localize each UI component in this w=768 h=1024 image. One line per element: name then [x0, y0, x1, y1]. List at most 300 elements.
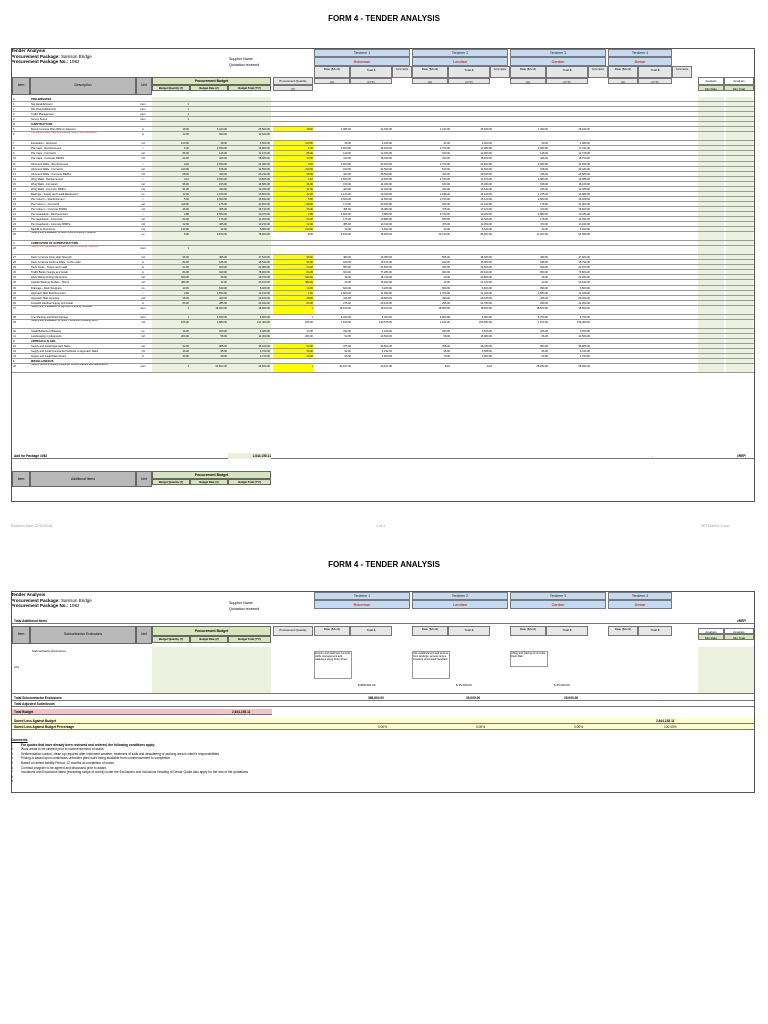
row-t1: 14,560.00	[380, 197, 392, 201]
row-t4	[648, 117, 688, 121]
row-gq: 480.00	[152, 280, 190, 284]
row-r3: 28,062.00	[536, 365, 548, 369]
row-item: E	[13, 360, 15, 364]
meta-title-2: Tender Analysis	[11, 592, 46, 597]
p2-tender-1-name: Roberson	[314, 600, 410, 609]
row-unit: m	[141, 133, 145, 137]
row-r1: 18,100.00	[339, 306, 351, 310]
row-gq: 1	[152, 102, 190, 106]
row-desc: Site Disestablishment	[31, 108, 56, 112]
row-analysis	[726, 107, 753, 111]
row-desc: Supply and Installation of Lighting Including Conduits	[31, 305, 92, 308]
row-r4	[610, 334, 646, 338]
row-gr: 385.00	[190, 344, 228, 348]
row-item: 35	[13, 296, 16, 300]
row-r1	[315, 117, 351, 121]
row-r2	[414, 112, 450, 116]
row-desc: Abutment Walls - Concrete 40MPa	[31, 172, 71, 176]
row-analysis	[726, 97, 753, 101]
row-desc: Landscaping to Abutments	[31, 334, 62, 338]
row-analysis	[698, 172, 724, 176]
row-t1: 23,920.00	[380, 162, 392, 166]
row-pq	[273, 117, 313, 121]
row-analysis	[698, 364, 724, 372]
row-t1: 18,100.00	[380, 306, 392, 310]
row-gt: 13,800.00	[228, 192, 271, 196]
row-item: 23	[13, 223, 16, 227]
row-gt	[228, 107, 271, 111]
row-r1: 20,917.00	[339, 365, 351, 369]
row-r4	[610, 270, 646, 274]
row-t2: 15,120.00	[480, 197, 492, 201]
row-r3: 96.00	[541, 349, 548, 353]
row-t4	[648, 207, 688, 211]
row-item: C	[13, 242, 15, 246]
row-r2: 10,740.00	[438, 233, 450, 237]
row-gr: 465.00	[190, 207, 228, 211]
row-t1	[352, 122, 392, 126]
row-r4	[610, 232, 646, 240]
row-analysis	[698, 275, 724, 279]
row-r4	[610, 246, 646, 254]
row-item: 28	[13, 261, 16, 265]
header-total-2: Total $	[448, 66, 490, 78]
row-pq: 1	[311, 315, 313, 319]
row-r2	[414, 107, 450, 111]
row-analysis	[726, 222, 753, 226]
row-pq: 84.00	[273, 270, 313, 274]
row-t3: 33,180.00	[578, 167, 590, 171]
row-t1	[352, 112, 392, 116]
row-t2: 33,600.00	[480, 167, 492, 171]
row-t3	[550, 132, 590, 140]
row-analysis	[698, 246, 724, 254]
row-item: 3	[13, 113, 15, 117]
row-r1: 480.00	[343, 256, 351, 260]
row-t1: 78,960.00	[380, 233, 392, 237]
row-desc: MISCELLANEOUS	[31, 360, 54, 364]
row-r1: 1,385.00	[340, 128, 351, 132]
comment-text: Sedimentation control, clean up required after inclement weather, treatment of soils and dewatering of working area is client's responsibilities	[21, 751, 219, 756]
p2-tender-2-label: Tenderer 2	[412, 592, 508, 600]
row-analysis	[726, 260, 753, 264]
header-comments-2: Comments	[490, 66, 510, 78]
row-item: 24	[13, 228, 16, 232]
row-item: 42	[13, 344, 16, 348]
row-gq: 92.00	[152, 344, 190, 348]
row-item: 40	[13, 329, 16, 333]
row-analysis	[698, 182, 724, 186]
row-analysis	[726, 339, 753, 343]
row-r1: 375.00	[343, 344, 351, 348]
row-r4	[610, 275, 646, 279]
row-unit: m	[141, 266, 145, 270]
row-gq: 210.00	[152, 167, 190, 171]
row-unit: m3	[141, 296, 145, 300]
row-desc: Abutment Walls - Reinforcement	[31, 162, 69, 166]
row-analysis	[698, 222, 724, 226]
row-analysis	[726, 291, 753, 295]
row-r1: 920.00	[343, 271, 351, 275]
row-item: 43	[13, 349, 16, 353]
row-desc: Supply and Install Approach Slabs	[31, 344, 71, 348]
row-analysis	[698, 212, 724, 216]
row-r1: 6,400.00	[340, 315, 351, 319]
row-gt: 12,190.00	[228, 291, 271, 295]
meta-title: Tender Analysis	[11, 48, 46, 53]
row-r3: 930.00	[540, 266, 548, 270]
row-gq: 44.00	[152, 156, 190, 160]
row-desc: Deck Joints - Supply and Install	[31, 266, 68, 270]
comment-item: 7 Inclusions and Exclusions listed (excluding scope of works) under the Exclusions and Inclusions Heading of Dewar Quote also apply for the rest of the quotations	[11, 770, 248, 775]
row-analysis	[726, 255, 753, 259]
row-r2: 41.00	[443, 142, 450, 146]
row-t4	[648, 364, 688, 372]
row-r2: 40.00	[443, 276, 450, 280]
row-r4	[610, 227, 646, 231]
row-item: 20	[13, 207, 16, 211]
row-r4	[610, 349, 646, 353]
row-r3: 178.00	[540, 218, 548, 222]
row-r2: 430.00	[442, 296, 450, 300]
row-gt: 18,400.00	[228, 306, 271, 314]
package-total-ref: #REF!	[737, 454, 747, 458]
row-analysis	[698, 344, 724, 348]
row-analysis	[698, 202, 724, 206]
row-gr: 38.00	[190, 275, 228, 279]
row-t4	[648, 296, 688, 300]
add-header-budget-rate: Budget Rate (Z)	[190, 479, 228, 485]
row-r1	[315, 241, 351, 245]
row-t1: 4,320.00	[381, 142, 392, 146]
row-r4	[610, 359, 646, 363]
row-item: 13	[13, 172, 16, 176]
row-gt: 2,720.00	[228, 354, 271, 358]
row-unit: m	[141, 301, 145, 305]
header-a-3: (A)	[510, 78, 546, 84]
row-gr: 155.00	[190, 167, 228, 171]
row-t3	[550, 117, 590, 121]
row-gr: 920.00	[190, 265, 228, 269]
row-analysis	[726, 275, 753, 279]
row-gt: 35,420.00	[228, 344, 271, 348]
row-t3: 6,020.00	[579, 228, 590, 232]
row-gr: 430.00	[190, 187, 228, 191]
row-desc: Supply and Installation of Cast In Items Including Transport	[31, 246, 99, 249]
row-t1: 4,232.00	[381, 349, 392, 353]
row-r2: 1,440.00	[439, 128, 450, 132]
row-analysis	[698, 102, 724, 106]
p2-header-procurement-budget: Procurement Budget	[152, 626, 271, 636]
row-gq: 4.10	[152, 177, 190, 181]
row-item: 5	[13, 128, 15, 132]
row-r3	[512, 339, 548, 343]
row-t4	[648, 270, 688, 274]
footer-page-number: 1 of 4	[376, 524, 385, 528]
row-r1: 2,600.00	[340, 147, 351, 151]
row-pq: 520.00	[273, 275, 313, 279]
row-analysis	[726, 102, 753, 106]
row-r1: 620.00	[343, 286, 351, 290]
saved-pct-1: 0.00%	[378, 725, 388, 729]
row-t4	[648, 97, 688, 101]
row-analysis	[726, 296, 753, 300]
row-unit: m2	[141, 202, 145, 206]
row-pq: 68.00	[273, 172, 313, 176]
comment-item: 2 Work areas to be cleared prior to commencement of works	[11, 747, 104, 752]
row-unit	[136, 122, 150, 126]
row-analysis	[726, 349, 753, 353]
row-unit	[136, 241, 150, 245]
row-pq	[273, 97, 313, 101]
row-r4	[610, 192, 646, 196]
header-total-4: Total $	[638, 66, 672, 78]
p2-tender-1-label: Tenderer 1	[314, 592, 410, 600]
row-analysis	[726, 112, 753, 116]
row-t3: 13,980.00	[578, 192, 590, 196]
row-desc: Pile Caps - Formwork	[31, 152, 56, 156]
row-t4	[648, 202, 688, 206]
row-t1	[352, 117, 392, 121]
row-r4	[610, 241, 646, 245]
row-r4	[610, 260, 646, 264]
row-gt: 24,380.00	[228, 162, 271, 166]
row-desc: Traffic Barrier Supply and Install	[31, 271, 68, 275]
row-t2: 17,280.00	[480, 147, 492, 151]
row-r4	[610, 162, 646, 166]
row-t1: 23,100.00	[380, 301, 392, 305]
row-analysis	[726, 364, 753, 372]
row-gt: 4,560.00	[228, 141, 271, 145]
tender-2-label: Tenderer 2	[412, 49, 508, 57]
row-t2: 24,840.00	[480, 162, 492, 166]
row-analysis	[698, 334, 724, 338]
row-pq: 31.00	[273, 187, 313, 191]
row-analysis	[726, 270, 753, 274]
row-analysis	[726, 122, 753, 126]
exclusion-value-1: $ 888,604.00	[358, 683, 376, 687]
row-t4	[648, 260, 688, 264]
row-r4	[610, 265, 646, 269]
row-analysis	[726, 217, 753, 221]
row-gt: 11,520.00	[228, 132, 271, 140]
row-t2: 6,160.00	[481, 228, 492, 232]
table-row	[12, 306, 754, 315]
row-r2: 1,910.00	[439, 320, 450, 324]
row-r3: 435.00	[540, 187, 548, 191]
row-gt: 18,480.00	[228, 156, 271, 160]
row-pq: 3.80	[273, 212, 313, 216]
row-unit: t	[142, 162, 144, 166]
saved-value: 2,644,155.11	[656, 719, 675, 723]
row-analysis	[698, 107, 724, 111]
row-r2: 395.00	[442, 344, 450, 348]
row-r3: 390.00	[540, 344, 548, 348]
row-r2: 44.00	[443, 281, 450, 285]
row-t4	[648, 241, 688, 245]
row-t2: 29,920.00	[480, 172, 492, 176]
row-gr: 175.00	[190, 217, 228, 221]
row-desc: Deck Concrete Kerbs & Walls - 0.25m wide	[31, 261, 81, 265]
comment-text: For quotes that have already been reviewed and ordered, the following conditions apply:	[21, 742, 156, 747]
p2-header-unit: Unit	[136, 626, 152, 644]
row-item: 34	[13, 291, 16, 295]
package-no-value-2: 1982	[69, 603, 80, 609]
row-unit: no	[141, 192, 145, 196]
row-r2: 295.00	[442, 301, 450, 305]
row-pq	[273, 112, 313, 116]
row-item: 18	[13, 197, 16, 201]
row-item: 37	[13, 306, 16, 310]
row-t4	[648, 127, 688, 131]
row-t3: 20,400.00	[578, 296, 590, 300]
row-unit: m3	[141, 157, 145, 161]
row-t1	[352, 132, 392, 140]
row-r1: 410.00	[343, 296, 351, 300]
row-gr: 155.00	[190, 182, 228, 186]
row-desc: Abutment Walls - Formwork	[31, 167, 63, 171]
comment-item: 9	[11, 779, 13, 784]
row-pq	[273, 122, 313, 126]
row-unit: item	[140, 247, 146, 251]
row-unit: m3	[141, 256, 145, 260]
row-t2: 4,508.00	[481, 349, 492, 353]
row-t4	[648, 146, 688, 150]
row-gt: 10,230.00	[228, 222, 271, 226]
row-r3: 18,600.00	[536, 306, 548, 310]
row-t1: 6,200.00	[381, 286, 392, 290]
row-analysis	[698, 112, 724, 116]
row-r2	[414, 102, 450, 106]
row-desc: Supply and Install Filter Drains	[31, 354, 67, 358]
row-t1: 14,400.00	[380, 182, 392, 186]
row-t4	[648, 227, 688, 231]
comment-text: Pricing is based upon continuous unbroken piled work being available from commencement to completion	[21, 756, 171, 761]
p2-tender-3-label: Tenderer 3	[510, 592, 606, 600]
row-unit: m3	[141, 187, 145, 191]
row-r1: 140.00	[343, 152, 351, 156]
row-gt: 23,940.00	[228, 301, 271, 305]
row-analysis	[726, 246, 753, 254]
row-analysis	[726, 306, 753, 314]
row-r1	[315, 112, 351, 116]
row-pq	[273, 107, 313, 111]
row-t1: 10,010.00	[380, 223, 392, 227]
row-item: 14	[13, 177, 16, 181]
row-pq: 105.00	[305, 320, 313, 324]
row-t1: 6,400.00	[381, 315, 392, 319]
row-r2: 44.00	[443, 228, 450, 232]
row-pq: 1	[273, 306, 313, 314]
row-desc: Pile Caps - Concrete 40MPa	[31, 157, 64, 161]
row-gr: 420.00	[190, 296, 228, 300]
row-gt	[228, 246, 271, 254]
row-t4	[648, 187, 688, 191]
row-item: 39	[13, 320, 16, 324]
row-r3: 1,165.00	[537, 192, 548, 196]
row-t3: 6,750.00	[579, 315, 590, 319]
row-r4	[610, 320, 646, 328]
row-r2	[414, 122, 450, 126]
row-r2	[414, 97, 450, 101]
row-t2	[452, 241, 492, 245]
saved-pct-4: 100.00%	[664, 725, 677, 729]
row-t2	[452, 107, 492, 111]
p2-header-min-rate: Min Rate	[698, 634, 724, 640]
row-r2	[414, 246, 450, 254]
row-pq	[273, 132, 313, 140]
row-r3: 425.00	[540, 296, 548, 300]
row-gt: 16,740.00	[228, 207, 271, 211]
row-t4	[648, 301, 688, 305]
exclusion-row	[12, 647, 754, 694]
row-pq: 44.00	[273, 156, 313, 160]
row-r4	[610, 127, 646, 131]
row-unit: m3	[141, 207, 145, 211]
row-unit: t	[142, 197, 144, 201]
row-gr: 2,650.00	[190, 197, 228, 201]
row-r2: 475.00	[442, 207, 450, 211]
row-item: 8	[13, 147, 15, 151]
row-gq: 24.00	[152, 265, 190, 269]
row-gq: 140.00	[152, 227, 190, 231]
row-unit: m	[141, 354, 145, 358]
comment-text: Inclusions and Exclusions listed (excluding scope of works) under the Exclusions and Inclusions Heading of Dewar Quote also apply for the rest of the quotations	[21, 770, 248, 775]
row-t1	[352, 102, 392, 106]
row-r3: 6,750.00	[537, 315, 548, 319]
row-t2: 21,120.00	[480, 281, 492, 285]
p2-header-budget-quantity: Budget Quantity (Y)	[152, 636, 190, 643]
row-pq	[273, 241, 313, 245]
row-t3: 11,392.00	[578, 218, 590, 222]
row-unit: m2	[141, 152, 145, 156]
row-gr: 21,604.00	[190, 364, 228, 372]
row-analysis	[698, 286, 724, 290]
row-r3	[512, 112, 548, 116]
row-t3: 2,760.00	[579, 354, 590, 358]
row-pq: 4.60	[273, 291, 313, 295]
form-title-2: FORM 4 - TENDER ANALYSIS	[328, 560, 440, 569]
row-r1: 170.00	[343, 202, 351, 206]
row-r2: 330.00	[442, 329, 450, 333]
row-desc: Wing Walls - Formwork	[31, 182, 58, 186]
row-gq: 22.00	[152, 222, 190, 226]
row-item: 27	[13, 256, 16, 260]
row-gr: 6,650.00	[190, 315, 228, 319]
row-r2: 70.00	[443, 354, 450, 358]
row-r3: 158.00	[540, 182, 548, 186]
row-gr: 420.00	[190, 156, 228, 160]
row-analysis	[726, 286, 753, 290]
row-r2: 475.00	[442, 223, 450, 227]
row-t1: 13,440.00	[380, 192, 392, 196]
row-pq	[273, 246, 313, 254]
row-analysis	[698, 301, 724, 305]
header-description: Description	[30, 77, 136, 95]
row-r3: 43.00	[541, 228, 548, 232]
row-r4	[610, 146, 646, 150]
row-t1: 4,340.00	[381, 329, 392, 333]
row-t4	[648, 354, 688, 358]
row-pq: 84.00	[273, 260, 313, 264]
adjusted-row	[12, 701, 754, 707]
row-t1: 2,600.00	[381, 354, 392, 358]
row-r2	[414, 359, 450, 363]
row-r1	[315, 102, 351, 106]
row-gq: 68.00	[152, 172, 190, 176]
row-gt: 6,400.00	[228, 286, 271, 290]
row-desc: Footpath Handrail Supply and Install	[31, 301, 73, 305]
